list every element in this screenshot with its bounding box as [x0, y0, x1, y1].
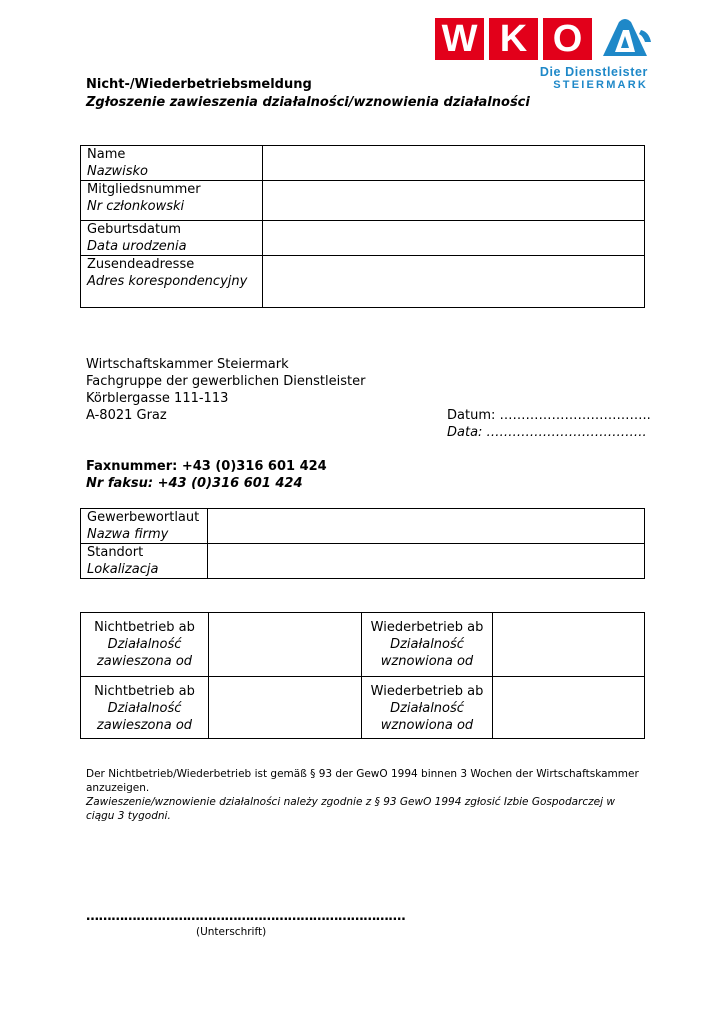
- date-field[interactable]: [447, 407, 651, 441]
- table-row: [81, 146, 645, 181]
- logo-subtitle-line1: Die Dienstleister: [539, 65, 648, 79]
- table-row: [81, 677, 645, 739]
- resumed-from-input-cell[interactable]: [493, 613, 645, 677]
- document-title-pl: Zgłoszenie zawieszenia działalności/wznowienia działalności: [86, 95, 530, 110]
- logo-letter-o: O: [543, 18, 592, 60]
- document-title-de: Nicht-/Wiederbetriebsmeldung: [86, 77, 312, 92]
- resumed-from-input-cell[interactable]: [493, 677, 645, 739]
- address-line: A-8021 Graz: [86, 408, 167, 423]
- label-cell: [81, 146, 263, 181]
- fax-number: [86, 458, 327, 492]
- company-name-input-cell[interactable]: [208, 509, 645, 544]
- date-label-pl: Data: ……………………………….: [447, 425, 647, 440]
- table-row: [81, 221, 645, 256]
- label-de: Nichtbetrieb ab: [94, 620, 195, 635]
- birthdate-input-cell[interactable]: [263, 221, 645, 256]
- label-cell: [81, 256, 263, 308]
- wko-eagle-emblem-icon: [597, 18, 653, 60]
- table-row: [81, 181, 645, 221]
- legal-note: [86, 767, 646, 823]
- name-input-cell[interactable]: [263, 146, 645, 181]
- resumed-from-label: [362, 677, 493, 739]
- field-label-de: Mitgliedsnummer: [87, 182, 201, 197]
- field-label-pl: Lokalizacja: [87, 562, 159, 577]
- label-pl: Działalność: [107, 637, 182, 652]
- logo-letter-w: W: [435, 18, 484, 60]
- address-input-cell[interactable]: [263, 256, 645, 308]
- note-de: Der Nichtbetrieb/Wiederbetrieb ist gemäß § 93 der GewO 1994 binnen 3 Wochen der Wirtschaftskammer anzuzeigen.: [86, 768, 639, 794]
- label-pl: wznowiona od: [380, 718, 474, 733]
- table-row: [81, 544, 645, 579]
- table-row: [81, 613, 645, 677]
- field-label-pl: Nr członkowski: [87, 199, 185, 214]
- address-line: Körblergasse 111-113: [86, 391, 229, 406]
- field-label-pl: Nazwa firmy: [87, 527, 169, 542]
- field-label-de: Standort: [87, 545, 144, 560]
- address-line: Fachgruppe der gewerblichen Dienstleister: [86, 374, 366, 389]
- label-de: Wiederbetrieb ab: [370, 684, 484, 699]
- label-pl: Działalność: [390, 701, 464, 716]
- field-label-de: Name: [87, 147, 126, 162]
- label-pl: zawieszona od: [96, 654, 193, 669]
- label-pl: zawieszona od: [96, 718, 193, 733]
- suspended-from-label: [81, 613, 209, 677]
- field-label-pl: Nazwisko: [87, 164, 149, 179]
- fax-de: Faxnummer: +43 (0)316 601 424: [86, 459, 327, 474]
- table-row: [81, 509, 645, 544]
- location-input-cell[interactable]: [208, 544, 645, 579]
- resumed-from-label: [362, 613, 493, 677]
- suspended-from-input-cell[interactable]: [209, 613, 362, 677]
- label-pl: Działalność: [390, 637, 464, 652]
- label-pl: wznowiona od: [380, 654, 474, 669]
- label-de: Wiederbetrieb ab: [370, 620, 484, 635]
- suspended-from-input-cell[interactable]: [209, 677, 362, 739]
- address-line: Wirtschaftskammer Steiermark: [86, 357, 289, 372]
- recipient-address: [86, 356, 365, 424]
- label-cell: [81, 181, 263, 221]
- date-label-de: Datum: ……………………………..: [447, 408, 651, 423]
- status-table: [80, 612, 645, 739]
- personal-data-table: [80, 145, 645, 308]
- logo-letter-k: K: [489, 18, 538, 60]
- field-label-de: Gewerbewortlaut: [87, 510, 200, 525]
- member-number-input-cell[interactable]: [263, 181, 645, 221]
- logo-subtitle-line2: STEIERMARK: [553, 79, 648, 91]
- field-label-pl: Data urodzenia: [87, 239, 187, 254]
- signature-line[interactable]: ………………………………………………………………….: [86, 909, 406, 924]
- label-cell: [81, 509, 208, 544]
- field-label-de: Zusendeadresse: [87, 257, 195, 272]
- signature-label: (Unterschrift): [196, 926, 267, 938]
- label-pl: Działalność: [107, 701, 182, 716]
- field-label-pl: Adres korespondencyjny: [87, 274, 248, 289]
- fax-pl: Nr faksu: +43 (0)316 601 424: [86, 476, 303, 491]
- business-table: [80, 508, 645, 579]
- suspended-from-label: [81, 677, 209, 739]
- label-cell: [81, 221, 263, 256]
- table-row: [81, 256, 645, 308]
- field-label-de: Geburtsdatum: [87, 222, 181, 237]
- label-de: Nichtbetrieb ab: [94, 684, 195, 699]
- label-cell: [81, 544, 208, 579]
- note-pl: Zawieszenie/wznowienie działalności należy zgodnie z § 93 GewO 1994 zgłosić Izbie Gospodarczej w ciągu 3 tygodni.: [86, 796, 615, 822]
